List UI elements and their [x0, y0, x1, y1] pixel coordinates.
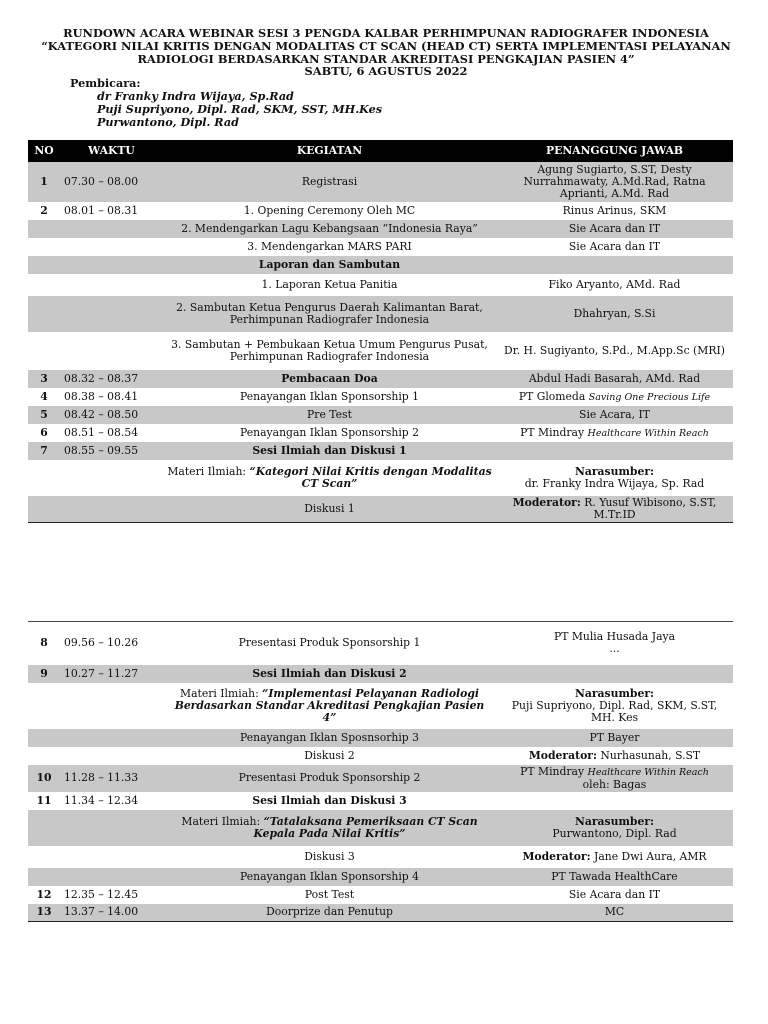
table-row — [28, 846, 733, 868]
title-line-2: “KATEGORI NILAI KRITIS DENGAN MODALITAS CT SCAN (HEAD CT) SERTA IMPLEMENTASI PELAYANAN — [41, 38, 731, 53]
row-kegiatan: Post Test — [163, 886, 496, 904]
row-no — [28, 846, 60, 868]
sponsor-sub: ... — [609, 642, 620, 656]
row-no — [28, 683, 60, 729]
row-waktu: 11.34 – 12.34 — [60, 792, 163, 810]
row-waktu: 13.37 – 14.00 — [60, 904, 163, 922]
row-waktu — [60, 496, 163, 523]
row-no: 13 — [28, 904, 60, 922]
moderator-name: R. Yusuf Wibisono, S.ST, M.Tr.ID — [584, 496, 717, 521]
table-row — [28, 886, 733, 904]
row-pj — [496, 256, 733, 274]
table-row — [28, 496, 733, 523]
row-pj: Sie Acara dan IT — [496, 220, 733, 238]
table-row — [28, 665, 733, 683]
row-pj — [496, 665, 733, 683]
row-pj — [496, 765, 733, 792]
sponsor-tagline: Healthcare Within Reach — [587, 766, 709, 778]
title-line-3: RADIOLOGI BERDASARKAN STANDAR AKREDITASI PENGKAJIAN PASIEN 4” — [137, 51, 635, 66]
row-pj — [496, 846, 733, 868]
table-row — [28, 424, 733, 442]
row-waktu: 09.56 – 10.26 — [60, 622, 163, 665]
row-no — [28, 747, 60, 765]
row-waktu: 07.30 – 08.00 — [60, 162, 163, 202]
moderator-name: Nurhasunah, S.ST — [600, 748, 701, 762]
row-kegiatan — [163, 810, 496, 846]
row-waktu — [60, 332, 163, 370]
row-waktu — [60, 868, 163, 886]
materi-prefix: Materi Ilmiah: — [167, 465, 250, 478]
row-no: 12 — [28, 886, 60, 904]
table-row — [28, 162, 733, 202]
row-waktu: 12.35 – 12.45 — [60, 886, 163, 904]
table-row — [28, 904, 733, 922]
row-waktu: 10.27 – 11.27 — [60, 665, 163, 683]
row-kegiatan: 3. Mendengarkan MARS PARI — [163, 238, 496, 256]
row-no: 10 — [28, 765, 60, 792]
row-pj — [496, 424, 733, 442]
row-kegiatan: Laporan dan Sambutan — [163, 256, 496, 274]
row-no: 8 — [28, 622, 60, 665]
row-pj — [496, 810, 733, 846]
row-pj — [496, 442, 733, 460]
moderator-label: Moderator: — [512, 496, 581, 509]
table-row — [28, 388, 733, 406]
table-row — [28, 220, 733, 238]
event-date: SABTU, 6 AGUSTUS 2022 — [304, 64, 468, 79]
table-row — [28, 256, 733, 274]
row-kegiatan: Sesi Ilmiah dan Diskusi 2 — [163, 665, 496, 683]
table-row — [28, 202, 733, 220]
row-kegiatan: Diskusi 2 — [163, 747, 496, 765]
speaker-2: Puji Supriyono, Dipl. Rad, SKM, SST, MH.Kes — [97, 102, 383, 116]
row-waktu: 08.38 – 08.41 — [60, 388, 163, 406]
row-no: 11 — [28, 792, 60, 810]
row-no: 4 — [28, 388, 60, 406]
row-pj: Dhahryan, S.Si — [496, 296, 733, 332]
table-row — [28, 792, 733, 810]
row-pj: Sie Acara dan IT — [496, 238, 733, 256]
row-waktu — [60, 274, 163, 296]
row-kegiatan: Penayangan Iklan Sposnsorhip 3 — [163, 729, 496, 747]
row-waktu: 11.28 – 11.33 — [60, 765, 163, 792]
sponsor-tagline: Healthcare Within Reach — [587, 427, 709, 439]
schedule-table-2 — [28, 621, 733, 922]
narasumber-name: Puji Supriyono, Dipl. Rad, SKM, S.ST, MH. Kes — [511, 698, 718, 724]
row-no — [28, 810, 60, 846]
row-no — [28, 238, 60, 256]
row-no: 7 — [28, 442, 60, 460]
speaker-1: dr Franky Indra Wijaya, Sp.Rad — [97, 89, 294, 103]
row-waktu — [60, 460, 163, 496]
row-pj: MC — [496, 904, 733, 922]
row-waktu: 08.55 – 09.55 — [60, 442, 163, 460]
materi-title: “Tatalaksana Pemeriksaan CT Scan Kepala Pada Nilai Kritis” — [253, 814, 478, 840]
row-waktu: 08.42 – 08.50 — [60, 406, 163, 424]
row-waktu — [60, 238, 163, 256]
row-waktu: 08.01 – 08.31 — [60, 202, 163, 220]
table-row — [28, 683, 733, 729]
row-pj: Dr. H. Sugiyanto, S.Pd., M.App.Sc (MRI) — [496, 332, 733, 370]
row-waktu: 08.51 – 08.54 — [60, 424, 163, 442]
row-no — [28, 332, 60, 370]
row-no: 1 — [28, 162, 60, 202]
row-pj — [496, 747, 733, 765]
row-waktu — [60, 220, 163, 238]
row-no — [28, 220, 60, 238]
speakers-block — [70, 77, 382, 129]
table-row — [28, 868, 733, 886]
row-waktu: 08.32 – 08.37 — [60, 370, 163, 388]
col-header-kegiatan: KEGIATAN — [163, 140, 496, 162]
row-kegiatan: Presentasi Produk Sponsorship 1 — [163, 622, 496, 665]
row-waktu — [60, 846, 163, 868]
table-row — [28, 622, 733, 665]
row-pj: Agung Sugiarto, S.ST, Desty Nurrahmawaty, A.Md.Rad, Ratna Aprianti, A.Md. Rad — [496, 162, 733, 202]
row-no: 5 — [28, 406, 60, 424]
speakers-label: Pembicara: — [70, 76, 141, 90]
sponsor-name: PT Mindray — [520, 764, 585, 778]
row-kegiatan: 1. Opening Ceremony Oleh MC — [163, 202, 496, 220]
row-kegiatan: 2. Mendengarkan Lagu Kebangsaan “Indonesia Raya” — [163, 220, 496, 238]
row-no: 2 — [28, 202, 60, 220]
table-row — [28, 460, 733, 496]
sponsor-sub: oleh: Bagas — [582, 777, 647, 791]
table-row — [28, 406, 733, 424]
row-kegiatan: Sesi Ilmiah dan Diskusi 1 — [163, 442, 496, 460]
row-pj — [496, 683, 733, 729]
row-no — [28, 274, 60, 296]
row-pj — [496, 460, 733, 496]
row-waktu — [60, 810, 163, 846]
row-waktu — [60, 683, 163, 729]
row-no: 9 — [28, 665, 60, 683]
speaker-3: Purwantono, Dipl. Rad — [97, 115, 239, 129]
row-pj: Abdul Hadi Basarah, AMd. Rad — [496, 370, 733, 388]
row-pj — [496, 622, 733, 665]
narasumber-name: Purwantono, Dipl. Rad — [552, 826, 677, 840]
row-no — [28, 296, 60, 332]
row-pj — [496, 496, 733, 523]
row-pj: PT Bayer — [496, 729, 733, 747]
row-kegiatan: 2. Sambutan Ketua Pengurus Daerah Kalimantan Barat, Perhimpunan Radiografer Indonesia — [163, 296, 496, 332]
row-kegiatan: Presentasi Produk Sponsorship 2 — [163, 765, 496, 792]
table-row — [28, 765, 733, 792]
moderator-label: Moderator: — [528, 748, 597, 762]
row-kegiatan: Penayangan Iklan Sponsorship 1 — [163, 388, 496, 406]
table-row — [28, 332, 733, 370]
row-no — [28, 496, 60, 523]
row-kegiatan: Sesi Ilmiah dan Diskusi 3 — [163, 792, 496, 810]
row-no: 6 — [28, 424, 60, 442]
moderator-name: Jane Dwi Aura, AMR — [594, 849, 707, 863]
col-header-waktu: WAKTU — [60, 140, 163, 162]
row-no — [28, 868, 60, 886]
row-pj: PT Tawada HealthCare — [496, 868, 733, 886]
row-pj: Sie Acara, IT — [496, 406, 733, 424]
table-row — [28, 238, 733, 256]
table-row — [28, 274, 733, 296]
row-kegiatan — [163, 460, 496, 496]
row-kegiatan: Registrasi — [163, 162, 496, 202]
row-pj — [496, 388, 733, 406]
row-kegiatan: Doorprize dan Penutup — [163, 904, 496, 922]
sponsor-name: PT Glomeda — [518, 389, 586, 403]
row-no — [28, 460, 60, 496]
table-row — [28, 810, 733, 846]
row-waktu — [60, 747, 163, 765]
row-kegiatan — [163, 683, 496, 729]
row-waktu — [60, 296, 163, 332]
narasumber-label: Narasumber: — [575, 814, 654, 828]
col-header-no: NO — [28, 140, 60, 162]
row-no — [28, 729, 60, 747]
narasumber-label: Narasumber: — [575, 686, 654, 700]
row-kegiatan: 3. Sambutan + Pembukaan Ketua Umum Pengurus Pusat, Perhimpunan Radiografer Indonesia — [163, 332, 496, 370]
row-kegiatan: Diskusi 3 — [163, 846, 496, 868]
schedule-table-1 — [28, 140, 733, 523]
moderator-label: Moderator: — [522, 849, 591, 863]
col-header-pj: PENANGGUNG JAWAB — [496, 140, 733, 162]
row-kegiatan: Pembacaan Doa — [163, 370, 496, 388]
row-pj: Fiko Aryanto, AMd. Rad — [496, 274, 733, 296]
row-kegiatan: Penayangan Iklan Sponsorship 4 — [163, 868, 496, 886]
table-row — [28, 442, 733, 460]
table-row — [28, 747, 733, 765]
row-kegiatan: Diskusi 1 — [163, 496, 496, 523]
materi-title: “Implementasi Pelayanan Radiologi Berdasarkan Standar Akreditasi Pengkajian Pasien 4” — [174, 686, 485, 724]
row-kegiatan: 1. Laporan Ketua Panitia — [163, 274, 496, 296]
table-row — [28, 296, 733, 332]
row-waktu — [60, 256, 163, 274]
document-title — [30, 27, 742, 78]
row-no — [28, 256, 60, 274]
title-line-1: RUNDOWN ACARA WEBINAR SESI 3 PENGDA KALBAR PERHIMPUNAN RADIOGRAFER INDONESIA — [63, 26, 709, 40]
sponsor-tagline: Saving One Precious Life — [588, 391, 711, 403]
narasumber-label: Narasumber: — [575, 465, 654, 478]
row-waktu — [60, 729, 163, 747]
materi-prefix: Materi Ilmiah: — [181, 814, 264, 828]
row-kegiatan: Pre Test — [163, 406, 496, 424]
materi-prefix: Materi Ilmiah: — [180, 686, 263, 700]
row-pj: Sie Acara dan IT — [496, 886, 733, 904]
narasumber-name: dr. Franky Indra Wijaya, Sp. Rad — [524, 477, 705, 490]
row-no: 3 — [28, 370, 60, 388]
table-row — [28, 370, 733, 388]
table-row — [28, 729, 733, 747]
sponsor-name: PT Mindray — [520, 425, 585, 439]
row-pj: Rinus Arinus, SKM — [496, 202, 733, 220]
row-pj — [496, 792, 733, 810]
materi-title: “Kategori Nilai Kritis dengan Modalitas CT Scan” — [249, 465, 492, 490]
row-kegiatan: Penayangan Iklan Sponsorship 2 — [163, 424, 496, 442]
table-header — [28, 140, 733, 162]
sponsor-name: PT Mulia Husada Jaya — [553, 630, 676, 644]
